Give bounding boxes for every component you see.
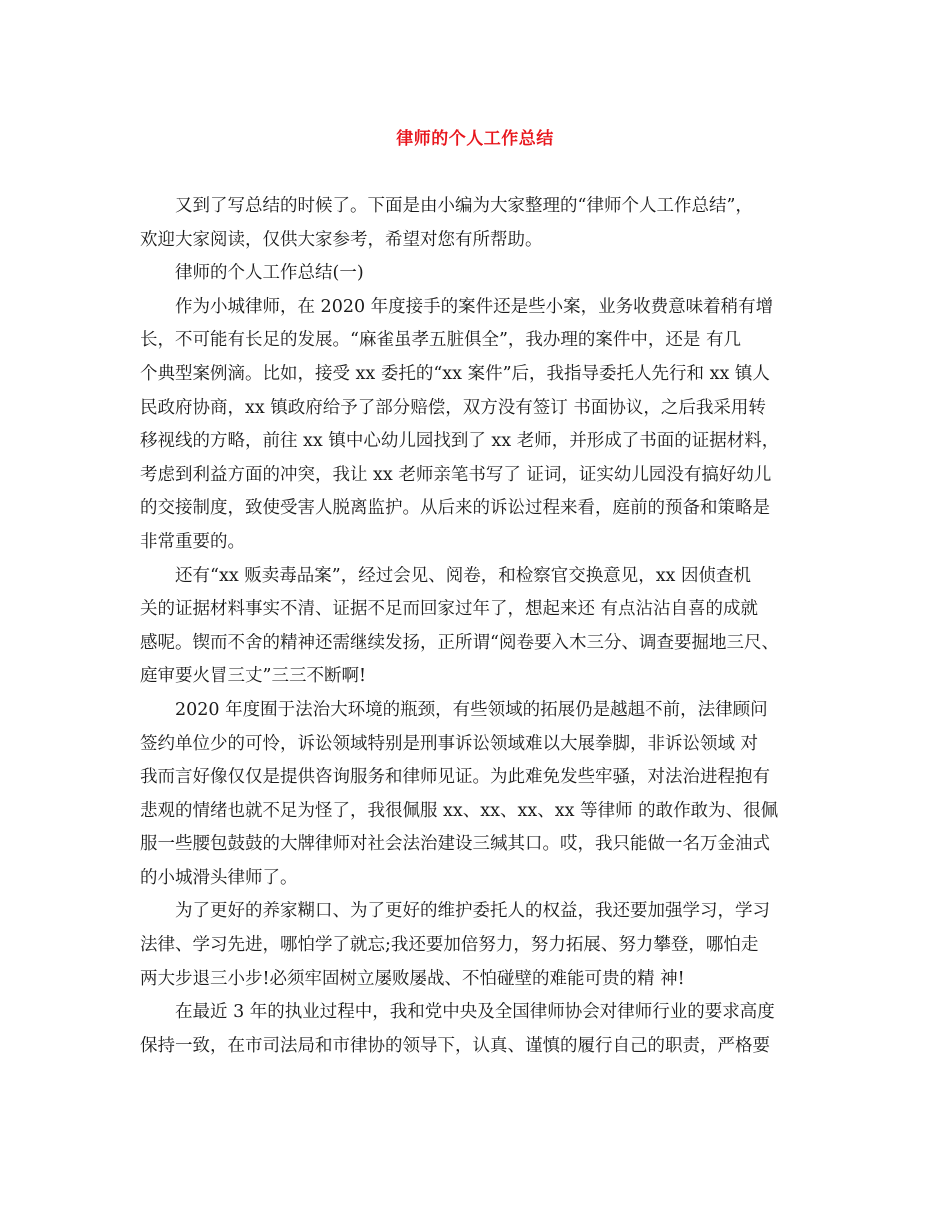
text-line: 长，不可能有长足的发展。“麻雀虽孝五脏俱全”，我办理的案件中，还是 有几 xyxy=(140,330,741,351)
text-line: 在最近 3 年的执业过程中，我和党中央及全国律师协会对律师行业的要求高度 xyxy=(175,1002,775,1023)
text-line: 的小城滑头律师了。 xyxy=(140,867,298,888)
text-line: 2020 年度囿于法治大环境的瓶颈，有些领域的拓展仍是越趄不前，法律顾问 xyxy=(175,699,768,720)
text-line: 服一些腰包鼓鼓的大牌律师对社会法治建设三缄其口。哎，我只能做一名万金油式 xyxy=(140,834,770,855)
text-line: 的交接制度，致使受害人脱离监护。从后来的诉讼过程来看，庭前的预备和策略是 xyxy=(140,498,770,519)
text-line: 欢迎大家阅读，仅供大家参考，希望对您有所帮助。 xyxy=(140,229,543,250)
document-body xyxy=(140,190,820,1063)
text-line: 悲观的情绪也就不足为怪了，我很佩服 xx、xx、xx、xx 等律师 的敢作敢为、很佩 xyxy=(140,800,779,821)
text-line: 两大步退三小步!必须牢固树立屡败屡战、不怕碰壁的难能可贵的精 神! xyxy=(140,968,685,989)
text-line: 民政府协商，xx 镇政府给予了部分赔偿，双方没有签订 书面协议，之后我采用转 xyxy=(140,397,766,418)
text-line: 庭审要火冒三丈”三三不断啊! xyxy=(140,666,366,687)
text-line: 感呢。锲而不舍的精神还需继续发扬，正所谓“阅卷要入木三分、调查要掘地三尺、 xyxy=(140,632,779,653)
text-line: 为了更好的养家糊口、为了更好的维护委托人的权益，我还要加强学习，学习 xyxy=(175,901,770,922)
document-title: 律师的个人工作总结 xyxy=(396,129,554,149)
text-line: 还有“xx 贩卖毒品案”，经过会见、阅卷，和检察官交换意见，xx 因侦查机 xyxy=(175,565,751,586)
text-line: 关的证据材料事实不清、证据不足而回家过年了，想起来还 有点沾沾自喜的成就 xyxy=(140,599,759,620)
text-line: 保持一致，在市司法局和市律协的领导下，认真、谨慎的履行自己的职责，严格要 xyxy=(140,1035,770,1056)
text-line: 法律、学习先进，哪怕学了就忘;我还要加倍努力，努力拓展、努力攀登，哪怕走 xyxy=(140,935,759,956)
text-line: 个典型案例滴。比如，接受 xx 委托的“xx 案件”后，我指导委托人先行和 xx 镇人 xyxy=(140,363,770,384)
text-line: 考虑到利益方面的冲突，我让 xx 老师亲笔书写了 证词，证实幼儿园没有搞好幼儿 xyxy=(140,464,772,485)
text-line: 作为小城律师，在 2020 年度接手的案件还是些小案，业务收费意味着稍有增 xyxy=(175,296,774,317)
text-line: 非常重要的。 xyxy=(140,531,245,552)
text-line: 移视线的方略，前往 xx 镇中心幼儿园找到了 xx 老师，并形成了书面的证据材料， xyxy=(140,431,780,452)
text-line: 我而言好像仅仅是提供咨询服务和律师见证。为此难免发些牢骚，对法治进程抱有 xyxy=(140,767,770,788)
text-line: 律师的个人工作总结(一) xyxy=(175,263,364,284)
text-line: 签约单位少的可怜，诉讼领域特别是刑事诉讼领域难以大展拳脚，非诉讼领域 对 xyxy=(140,733,759,754)
text-line: 又到了写总结的时候了。下面是由小编为大家整理的“律师个人工作总结”， xyxy=(175,196,753,216)
